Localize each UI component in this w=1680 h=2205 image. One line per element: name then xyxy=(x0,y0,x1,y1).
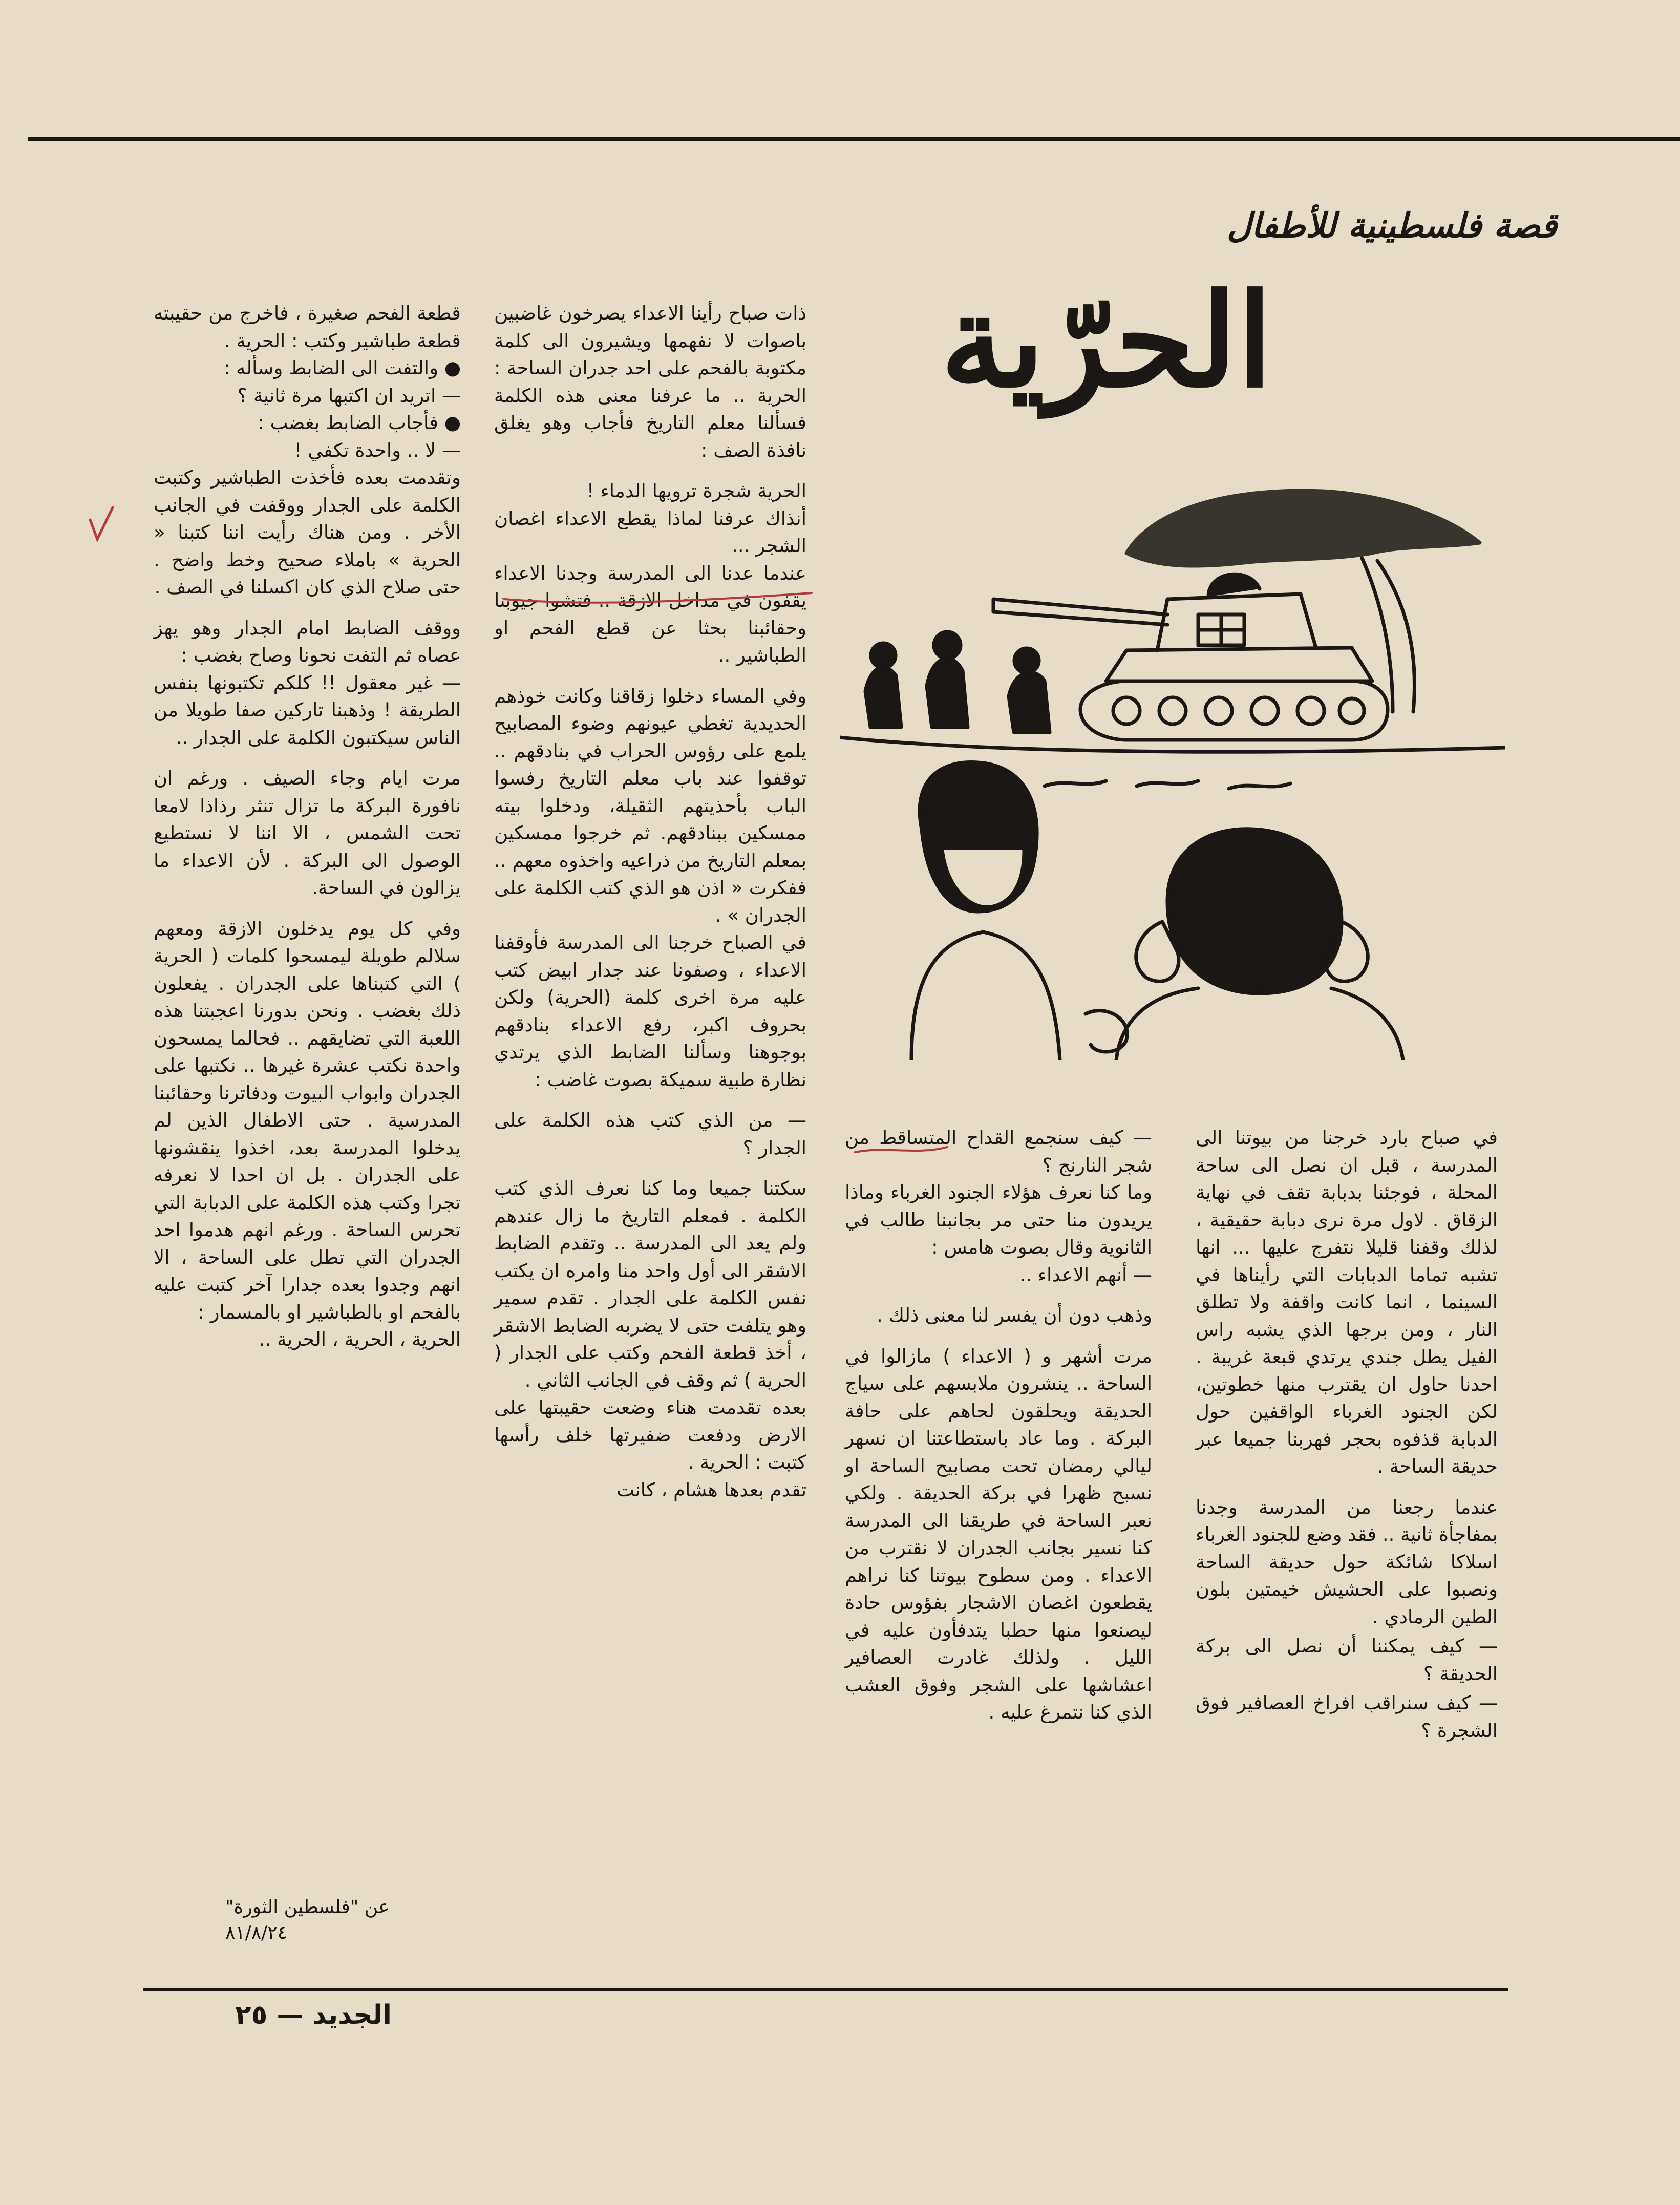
paragraph: وما كنا نعرف هؤلاء الجنود الغرباء وماذا يريدون منا حتى مر بجانبنا طالب في الثانوية وقال بصوت هامس : xyxy=(845,1181,1152,1258)
page-number: ٢٥ xyxy=(235,2000,268,2030)
paragraph: عندما عدنا الى المدرسة وجدنا الاعداء يقفون في مداخل الازقة .. فتشوا جيوبنا وحقائبنا بحثا عن قطع الفحم او الطباشير .. xyxy=(494,562,806,666)
story-title: الحرّية xyxy=(940,265,1273,416)
paragraph: وفي كل يوم يدخلون الازقة ومعهم سلالم طويلة ليمسحوا كلمات ( الحرية ) التي كتبناها على الجدران . يفعلون ذلك بغضب . ونحن بدورنا اعجبتنا هذه اللعبة التي تضايقهم .. فحالما يمسحون واحدة نكتب عشرة غيرها .. نكتبها على الجدران وابواب البيوت ودفاترنا وحقائبنا المدرسية . حتى الاطفال الذين لم يدخلوا المدرسة بعد، اخذوا ينقشونها على الجدران . بل ان احدا لا نعرفه تجرا وكتب هذه الكلمة على الدبابة التي تحرس الساحة . ورغم انهم هدموا احد الجدران التي تطل على الساحة ، الا انهم وجدوا بعده جدارا آخر كتبت عليه بالفحم او بالطباشير او بالمسمار : xyxy=(154,917,461,1323)
closing-line: الحرية ، الحرية ، الحرية .. xyxy=(259,1328,461,1350)
paragraph: في الصباح خرجنا الى المدرسة فأوقفنا الاعداء ، وصفونا عند جدار ابيض كتب عليه مرة اخرى كلمة (الحرية) ولكن بحروف اكبر، رفع الاعداء بنادقهم بوجوهنا وسألنا الضابط الذي يرتدي نظارة طبية سميكة بصوت غاضب : xyxy=(494,931,806,1091)
dialogue-line: — من الذي كتب هذه الكلمة على الجدار ؟ xyxy=(494,1109,806,1159)
paragraph: ووقف الضابط امام الجدار وهو يهز عصاه ثم التفت نحونا وصاح بغضب : xyxy=(154,617,461,666)
text-column-2 xyxy=(845,1124,1152,1726)
dialogue-line: — كيف سنجمع القداح المتساقط من شجر النارنج ؟ xyxy=(845,1127,1152,1176)
dialogue-line: — أنهم الاعداء .. xyxy=(1019,1263,1152,1286)
story-kicker: قصة فلسطينية للأطفال xyxy=(1226,205,1557,245)
dialogue-line: — لا .. واحدة تكفي ! xyxy=(294,439,461,461)
paragraph: ● والتفت الى الضابط وسأله : xyxy=(223,357,461,379)
paragraph: قطعة الفحم صغيرة ، فاخرج من حقيبته قطعة طباشير وكتب : الحرية . xyxy=(154,302,461,352)
girl-figure-icon xyxy=(1086,829,1403,1060)
paragraph: الحرية شجرة ترويها الدماء ! xyxy=(586,480,806,502)
magazine-name: الجديد xyxy=(312,2000,392,2030)
paragraph: وذهب دون أن يفسر لنا معنى ذلك . xyxy=(877,1304,1152,1326)
check-mark-icon xyxy=(86,504,117,545)
dialogue-line: — اتريد ان اكتبها مرة ثانية ؟ xyxy=(237,384,461,407)
tree-trunk-icon xyxy=(1362,558,1414,712)
dialogue-line: — غير معقول !! كلكم تكتبونها بنفس الطريقة ! وذهبنا تاركين صفا طويلا من الناس سيكتبون الكلمة على الجدار .. xyxy=(154,671,461,749)
source-date: ٨١/٨/٢٤ xyxy=(225,1922,287,1943)
source-credit xyxy=(225,1895,410,1946)
paragraph: ● فأجاب الضابط بغضب : xyxy=(258,412,461,434)
boy-figure-icon xyxy=(911,762,1060,1060)
underline-mark-icon xyxy=(850,1142,952,1157)
paragraph: أنذاك عرفنا لماذا يقطع الاعداء اغصان الشجر ... xyxy=(494,507,806,557)
dialogue-line: — كيف سنراقب افراخ العصافير فوق الشجرة ؟ xyxy=(1196,1692,1498,1742)
text-column-3 xyxy=(494,300,806,1503)
footer-folio xyxy=(146,1997,392,2033)
paragraph: بعده تقدمت هناء وضعت حقيبتها على الارض ودفعت ضفيرتها خلف رأسها كتبت : الحرية . xyxy=(494,1396,806,1473)
paragraph: مرت ايام وجاء الصيف . ورغم ان نافورة البركة ما تزال تنثر رذاذا لامعا تحت الشمس ، الا اننا لا نستطيع الوصول الى البركة . لأن الاعداء ما يزالون في الساحة. xyxy=(154,767,461,899)
paragraph: وفي المساء دخلوا زقاقنا وكانت خوذهم الحديدية تغطي عيونهم وضوء المصابيح يلمع على رؤوس الحراب في بنادقهم .. توقفوا عند باب معلم التاريخ رفسوا الباب بأحذيتهم الثقيلة، ودخلوا بيته ممسكين ببنادقهم. ثم خرجوا ممسكين بمعلم التاريخ من ذراعيه واخذوه معهم .. ففكرت « اذن هو الذي كتب الكلمة على الجدران » . xyxy=(494,685,806,926)
soldiers-icon xyxy=(865,632,1050,732)
tank-icon xyxy=(993,574,1388,740)
footer-rule xyxy=(143,1988,1508,1991)
paragraph: ذات صباح رأينا الاعداء يصرخون غاضبين باصوات لا نفهمها ويشيرون الى كلمة مكتوبة بالفحم على احد جدران الساحة : الحرية .. ما عرفنا معنى هذه الكلمة فسألنا معلم التاريخ فأجاب وهو يغلق نافذة الصف : xyxy=(494,302,806,461)
paragraph: عندما رجعنا من المدرسة وجدنا بمفاجأة ثانية .. فقد وضع للجنود الغرباء اسلاكا شائكة حول حديقة الساحة ونصبوا على الحشيش خيمتين بلون الطين الرمادي . xyxy=(1196,1496,1498,1628)
paragraph: سكتنا جميعا وما كنا نعرف الذي كتب الكلمة . فمعلم التاريخ ما زال عندهم ولم يعد الى المدرسة .. وتقدم الضابط الاشقر الى أول واحد منا وامره ان يكتب نفس الكلمة على الجدار . تقدم سمير وهو يتلفت حتى لا يضربه الضابط الاشقر ، أخذ قطعة الفحم وكتب على الجدار ( الحرية ) ثم وقف في الجانب الثاني . xyxy=(494,1177,806,1391)
paragraph: في صباح بارد خرجنا من بيوتنا الى المدرسة ، قبل ان نصل الى ساحة المحلة ، فوجئنا بدبابة تقف في نهاية الزقاق . لاول مرة نرى دبابة حقيقية ، لذلك وقفنا قليلا نتفرج عليها ... انها تشبه تماما الدبابات التي رأيناها في السينما ، انما كانت واقفة ولا تطلق النار ، ومن برجها الذي يشبه راس الفيل يطل جندي يرتدي قبعة غريبة . احدنا حاول ان يقترب منها خطوتين، لكن الجنود الغرباء الواقفين حول الدبابة قذفوه بحجر فهربنا جميعا عبر حديقة الساحة . xyxy=(1196,1127,1498,1477)
text-column-1 xyxy=(1196,1124,1498,1744)
text-column-4 xyxy=(154,300,461,1353)
underline-mark-icon xyxy=(499,589,817,609)
folio-dash: — xyxy=(267,2000,304,2030)
paragraph: مرت أشهر و ( الاعداء ) مازالوا في الساحة .. ينشرون ملابسهم على سياج الحديقة ويحلقون لحاهم على حافة البركة . وما عاد باستطاعتنا ان نسهر ليالي رمضان تحت مصابيح الساحة او نسبح ظهرا في بركة الحديقة . ولكي نعبر الساحة في طريقنا الى المدرسة كنا نسير بجانب الجدران لا نقترب من الاعداء . ومن سطوح بيوتنا كنا نراهم يقطعون اغصان الاشجار بفؤوس حادة ليصنعوا منها حطبا يتدفأون عليه في الليل . ولذلك غادرت العصافير اعشاشها على الشجر وفوق العشب الذي كنا نتمرغ عليه . xyxy=(845,1345,1152,1723)
tree-canopy-icon xyxy=(1126,491,1480,566)
paragraph: وتقدمت بعده فأخذت الطباشير وكتبت الكلمة على الجدار ووقفت في الجانب الأخر . ومن هناك رأيت اننا كتبنا « الحرية » باملاء صحيح وخط واضح . حتى صلاح الذي كان اكسلنا في الصف . xyxy=(154,467,461,598)
story-illustration xyxy=(840,471,1505,1060)
dialogue-line: — كيف يمكننا أن نصل الى بركة الحديقة ؟ xyxy=(1196,1635,1498,1685)
header-rule xyxy=(28,137,1680,141)
paragraph: تقدم بعدها هشام ، كانت xyxy=(616,1478,806,1501)
source-name: عن "فلسطين الثورة" xyxy=(225,1897,390,1918)
